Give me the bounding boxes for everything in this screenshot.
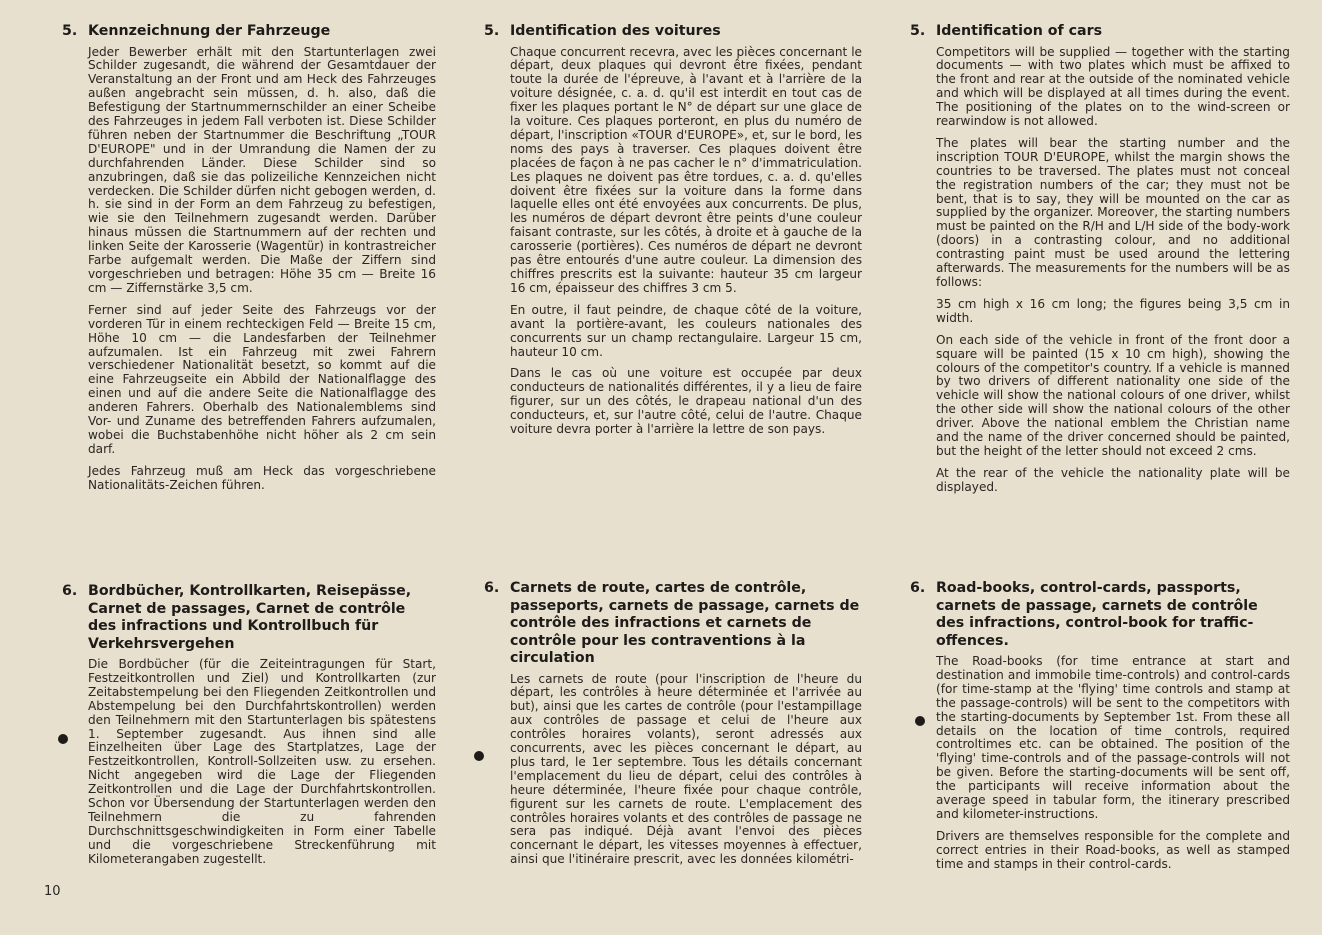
section-title: Bordbücher, Kontrollkarten, Reisepässe, Carnet de passages, Carnet de contrôle des infractions und Kontrollbuch für Verkehrsvergehen [88,583,412,652]
section-heading [484,23,862,41]
section-heading [62,23,436,41]
section-body [936,655,1290,872]
section-body [88,658,436,867]
section-title: Identification des voitures [510,23,721,39]
section-title: Carnets de route, cartes de contrôle, passeports, carnets de passage, carnets de contrôle des infractions et carnets de contrôle pour les contraventions à la circulation [510,580,860,666]
section-title: Identification of cars [936,23,1103,39]
paragraph: Ferner sind auf jeder Seite des Fahrzeugs vor der vorderen Tür in einem rechteckigen Feld — Breite 15 cm, Höhe 10 cm — die Landesfarben der Teilnehmer aufzumalen. Ist ein Fahrzeug mit zwei Fahrern verschiedener Nationalität besetzt, so kommt auf die eine Fahrzeugseite ein Abbild der Nationalflagge des einen und auf die andere Seite die Nationalflagge des anderen Fahrers. Oberhalb des Nationalemblems sind Vor- und Zuname des betreffenden Fahrers aufzumalen, wobei die Buchstabenhöhe nicht höher als 2 cm sein darf. [88,302,436,456]
section-heading [62,583,436,653]
section-heading [910,23,1290,41]
section-title: Road-books, control-cards, passports, carnets de passage, carnets de contrôle des infractions, control-book for traffic-offences. [936,580,1258,649]
section-number: 6. [910,580,926,596]
section-6-english [910,580,1290,880]
paragraph: En outre, il faut peindre, de chaque côté de la voiture, avant la portière-avant, les couleurs nationales des concurrents sur un champ rectangulaire. Largeur 15 cm, hauteur 10 cm. [510,302,862,359]
section-number: 6. [62,583,78,599]
paragraph: The plates will bear the starting number and the inscription TOUR D'EUROPE, whilst the margin shows the countries to be traversed. The plates must not conceal the registration numbers of the car; they must not be bent, that is to say, they will be mounted on the car as supplied by the organizer. Moreover, the starting numbers must be painted on the R/H and L/H side of the body-work (doors) in a contrasting colour, and no additional contrasting paint must be used around the lettering afterwards. The measurements for the numbers will be as follows: [936,135,1290,289]
paragraph: Competitors will be supplied — together with the starting documents — with two plates which must be affixed to the front and rear at the outside of the nominated vehicle and which will be displayed at all times during the event. The positioning of the plates on to the wind-screen or rearwindow is not allowed. [936,44,1290,129]
paragraph: The Road-books (for time entrance at start and destination and immobile time-controls) and control-cards (for time-stamp at the 'flying' time controls and stamp at the passage-controls) will be sent to the competitors with the starting-documents by September 1st. From these all details on the location of time controls, required controltimes etc. can be obtained. The position of the 'flying' time-controls and of the passage-controls will not be given. Before the starting-documents will be sent off, the participants will receive information about the average speed in tabular form, the itinerary prescribed and kilometer-instructions. [936,654,1290,821]
section-body [936,46,1290,495]
section-number: 5. [910,23,926,39]
margin-bullet-icon [58,734,68,744]
paragraph: Dans le cas où une voiture est occupée par deux conducteurs de nationalités différentes, il y a lieu de faire figurer, sur un des côtés, le drapeau national d'un des conducteurs, et, sur l'autre côté, celui de l'autre. Chaque voiture devra porter à l'arrière la lettre de son pays. [510,366,862,437]
paragraph: Jedes Fahrzeug muß am Heck das vorgeschriebene Nationalitäts-Zeichen führen. [88,463,436,492]
section-body [510,673,862,868]
paragraph: Les carnets de route (pour l'inscription de l'heure du départ, les contrôles à heure déterminée et l'arrivée au but), ainsi que les cartes de contrôle (pour l'estampillage aux contrôles de passage et celui de l'heure aux contrôles horaires volants), seront adressés aux concurrents, avec les pièces concernant le départ, au plus tard, le 1er septembre. Tous les détails concernant l'emplacement du lieu de départ, celui des contrôles à heure déterminée, l'heure fixée pour chaque contrôle, figurent sur les carnets de route. L'emplacement des contrôles horaires volants et des contrôles de passage ne sera pas indiqué. Déjà avant l'envoi des pièces concernant le départ, les vitesses moyennes à effectuer, ainsi que l'itinéraire prescrit, avec les données kilométri- [510,671,862,867]
section-6-german [62,583,436,875]
section-heading [910,580,1290,650]
section-5-german [62,23,436,501]
section-number: 5. [62,23,78,39]
section-body [510,46,862,437]
paragraph: On each side of the vehicle in front of the front door a square will be painted (15 x 10 cm high), showing the colours of the competitor's country. If a vehicle is manned by two drivers of different nationality one side of the vehicle will show the national colours of one driver, whilst the other side will show the national colours of the other driver. Above the national emblem the Christian name and the name of the driver concerned should be painted, but the height of the letter should not exceed 2 cms. [936,332,1290,458]
section-6-french [484,580,862,875]
paragraph: Chaque concurrent recevra, avec les pièces concernant le départ, deux plaques qui devront être fixées, pendant toute la durée de l'épreuve, à l'avant et à l'arrière de la voiture désignée, c. a. d. qu'il est interdit en tout cas de fixer les plaques portant le N° de départ sur une glace de la voiture. Ces plaques porteront, en plus du numéro de départ, l'inscription «TOUR d'EUROPE», et, sur le bord, les noms des pays à traverser. Ces plaques doivent être placées de façon à ne pas cacher le n° d'immatriculation. Les plaques ne doivent pas être tordues, c. a. d. qu'elles doivent être fixées sur la voiture dans la forme dans laquelle elles ont été envoyées aux concurrents. De plus, les numéros de départ devront être peints d'une couleur faisant contraste, sur les côtés, à droite et à gauche de la carosserie (portières). Ces numéros de départ ne devront pas être entourés d'une autre couleur. La dimension des chiffres prescrits est la suivante: hauteur 35 cm largeur 16 cm, épaisseur des chiffres 3 cm 5. [510,44,862,295]
section-number: 5. [484,23,500,39]
paragraph: 35 cm high x 16 cm long; the figures being 3,5 cm in width. [936,296,1290,325]
paragraph: Drivers are themselves responsible for the complete and correct entries in their Road-books, as well as stamped time and stamps in their control-cards. [936,828,1290,871]
section-body [88,46,436,493]
paragraph: Jeder Bewerber erhält mit den Startunterlagen zwei Schilder zugesandt, die während der Gesamtdauer der Veranstaltung an der Front und am Heck des Fahrzeuges außen angebracht sein müssen, d. h. also, daß die Befestigung der Startnummernschilder an einer Scheibe des Fahrzeuges in jedem Fall verboten ist. Diese Schilder führen neben der Startnummer die Beschriftung „TOUR D'EUROPE" und in der Umrandung die Namen der zu durchfahrenden Länder. Diese Schilder sind so anzubringen, daß sie das polizeiliche Kennzeichen nicht verdecken. Die Schilder dürfen nicht gebogen werden, d. h. sie sind in der Form an dem Fahrzeug zu befestigen, wie sie den Teilnehmern zugesandt werden. Darüber hinaus müssen die Startnummern auf der rechten und linken Seite der Karosserie (Wagentür) in kontrastreicher Farbe aufgemalt werden. Die Maße der Ziffern sind vorgeschrieben und betragen: Höhe 35 cm — Breite 16 cm — Ziffernstärke 3,5 cm. [88,44,436,295]
margin-bullet-icon [474,751,484,761]
paragraph: Die Bordbücher (für die Zeiteintragungen für Start, Festzeitkontrollen und Ziel) und Kontrollkarten (zur Zeitabstempelung bei den Fliegenden Zeitkontrollen und Abstempelung bei den Durchfahrtskontrollen) werden den Teilnehmern mit den Startunterlagen bis spätestens 1. September zugesandt. Aus ihnen sind alle Einzelheiten über Lage des Startplatzes, Lage der Festzeitkontrollen, Kontroll-Sollzeiten usw. zu ersehen. Nicht angegeben wird die Lage der Fliegenden Zeitkontrollen und die Lage der Durchfahrtskontrollen. Schon vor Übersendung der Startunterlagen werden den Teilnehmern die zu fahrenden Durchschnittsgeschwindigkeiten in Form einer Tabelle und die vorgeschriebene Streckenführung mit Kilometerangaben zugestellt. [88,657,436,866]
section-5-french [484,23,862,445]
section-5-english [910,23,1290,503]
page-number: 10 [44,884,61,899]
section-number: 6. [484,580,500,596]
margin-bullet-icon [915,716,925,726]
paragraph: At the rear of the vehicle the nationality plate will be displayed. [936,465,1290,494]
section-title: Kennzeichnung der Fahrzeuge [88,23,331,39]
section-heading [484,580,862,668]
